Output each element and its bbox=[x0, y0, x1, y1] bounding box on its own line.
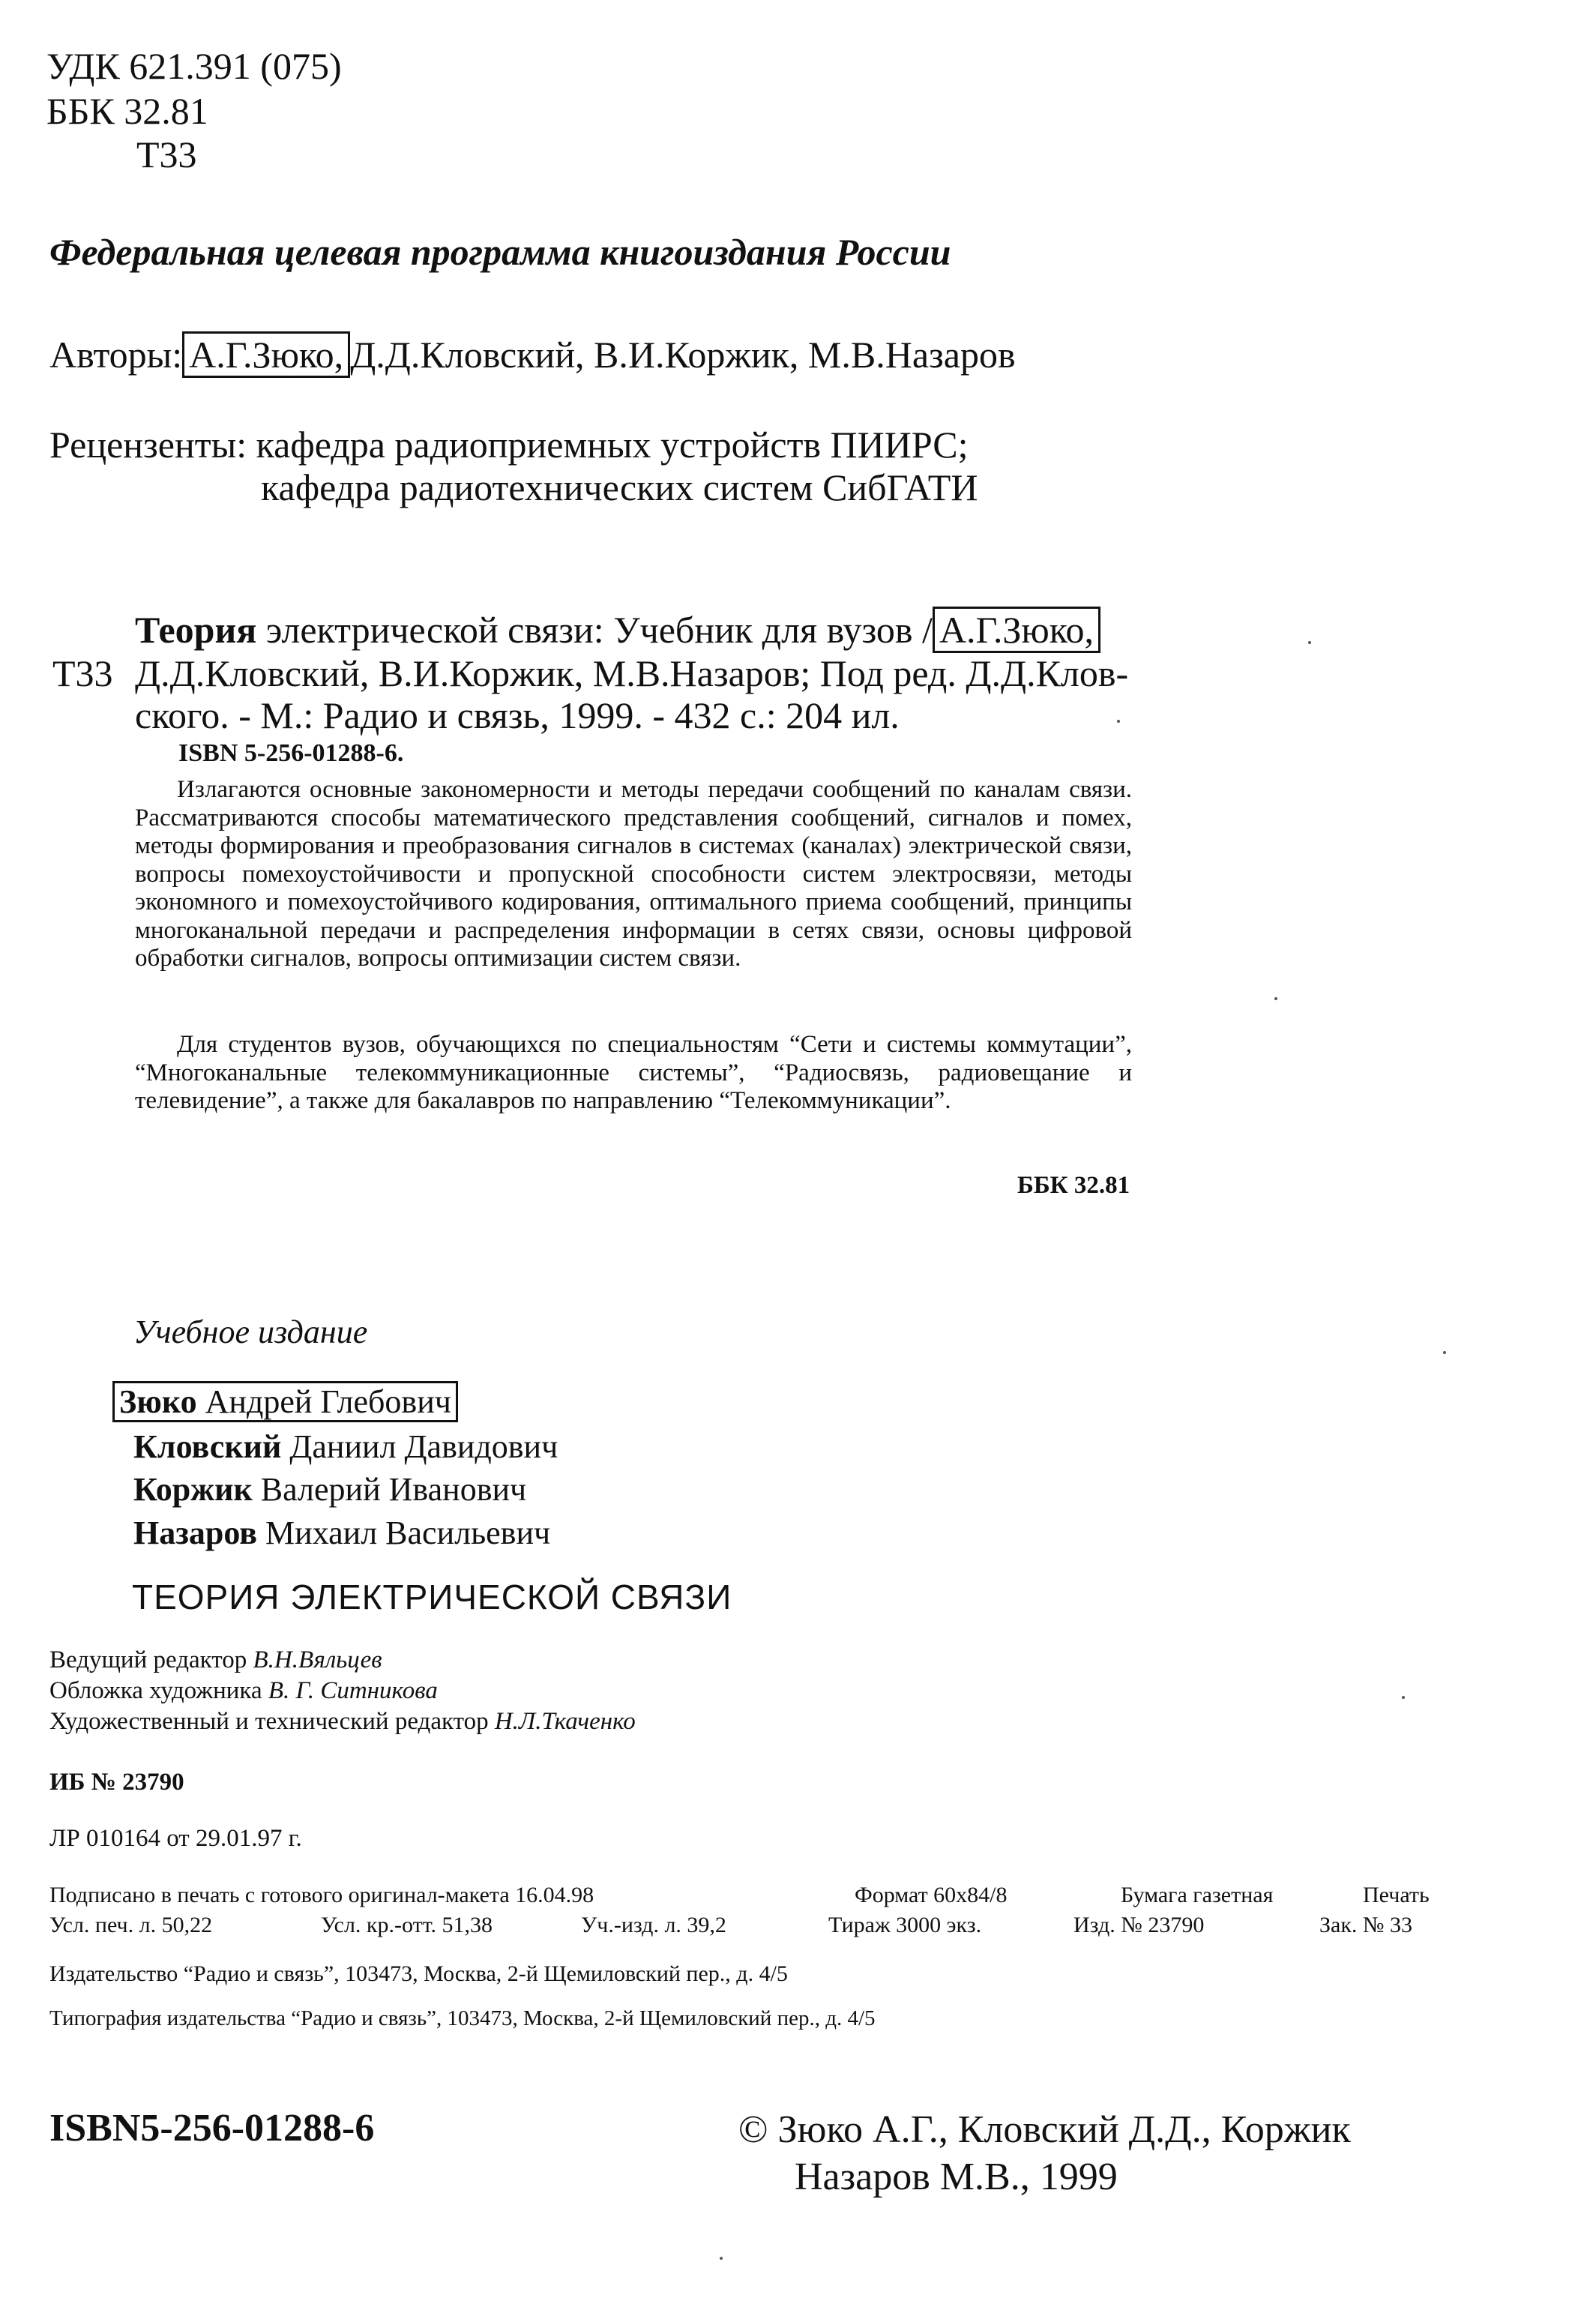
scan-speck bbox=[720, 2257, 723, 2260]
authors-boxed-name: А.Г.Зюко, bbox=[182, 331, 350, 378]
edition-surname-1: Зюко bbox=[119, 1383, 197, 1420]
scan-speck bbox=[1402, 1696, 1405, 1699]
credit-1 bbox=[49, 1646, 382, 1674]
reviewer-1: кафедра радиоприемных устройств ПИИРС; bbox=[256, 424, 969, 466]
authors-rest: Д.Д.Кловский, В.И.Коржик, М.В.Назаров bbox=[350, 334, 1016, 376]
credit-2 bbox=[49, 1676, 438, 1705]
catalog-line1 bbox=[135, 609, 1100, 651]
reviewers-line1 bbox=[49, 424, 969, 466]
edition-name-1 bbox=[112, 1383, 458, 1421]
print-info-2-e: Изд. № 23790 bbox=[1073, 1913, 1205, 1937]
edition-surname-3: Коржик bbox=[133, 1471, 253, 1508]
edition-type: Учебное издание bbox=[133, 1314, 368, 1350]
catalog-line1-rest: электрической связи: Учебник для вузов / bbox=[265, 609, 933, 651]
credit-3-name: Н.Л.Ткаченко bbox=[494, 1708, 636, 1735]
credit-3-role: Художественный и технический редактор bbox=[49, 1708, 489, 1735]
scan-speck bbox=[1443, 1351, 1446, 1354]
printer-address: Типография издательства “Радио и связь”, 103473, Москва, 2-й Щемиловский пер., д. 4/5 bbox=[49, 2006, 876, 2030]
reviewers-label: Рецензенты: bbox=[49, 424, 247, 466]
scan-speck bbox=[1274, 997, 1277, 1000]
edition-given-4: Михаил Васильевич bbox=[265, 1515, 551, 1551]
print-info-1-b: Формат 60х84/8 bbox=[855, 1883, 1008, 1907]
catalog-abstract: Излагаются основные закономерности и методы передачи сообщений по каналам связи. Рассматриваются способы математического представления сообщений, сигналов и помех, методы формирования и преобразования сигналов в системах (каналах) электрической связи, вопросы помехоустойчивости и пропускной способности систем электросвязи, методы экономного и помехоустойчивого кодирования, оптимального приема сообщений, принципы многоканальной передачи и распределения информации в сетях связи, основы цифровой обработки сигналов, вопросы оптимизации систем связи. bbox=[135, 776, 1132, 972]
print-info-2-a: Усл. печ. л. 50,22 bbox=[49, 1913, 213, 1937]
udk-code: УДК 621.391 (075) bbox=[46, 45, 342, 87]
credit-2-name: В. Г. Ситникова bbox=[268, 1677, 438, 1704]
print-info-2-f: Зак. № 33 bbox=[1319, 1913, 1413, 1937]
print-info-2-d: Тираж 3000 экз. bbox=[828, 1913, 982, 1937]
edition-name-2 bbox=[133, 1428, 558, 1466]
reviewer-2: кафедра радиотехнических систем СибГАТИ bbox=[261, 466, 978, 508]
edition-name-1-box bbox=[112, 1381, 458, 1422]
edition-given-3: Валерий Иванович bbox=[260, 1471, 527, 1508]
credit-2-role: Обложка художника bbox=[49, 1677, 262, 1704]
footer-copyright-1: © Зюко А.Г., Кловский Д.Д., Коржик bbox=[738, 2108, 1351, 2151]
book-title: ТЕОРИЯ ЭЛЕКТРИЧЕСКОЙ СВЯЗИ bbox=[132, 1577, 732, 1616]
credit-1-name: В.Н.Вяльцев bbox=[253, 1646, 382, 1673]
catalog-code: Т33 bbox=[52, 652, 113, 694]
scan-speck bbox=[1308, 641, 1311, 644]
edition-name-4 bbox=[133, 1515, 550, 1552]
edition-surname-2: Кловский bbox=[133, 1428, 282, 1465]
credit-1-role: Ведущий редактор bbox=[49, 1646, 247, 1673]
catalog-line3: ского. - М.: Радио и связь, 1999. - 432 с.: 204 ил. bbox=[135, 694, 900, 736]
edition-surname-4: Назаров bbox=[133, 1515, 258, 1551]
publisher-address: Издательство “Радио и связь”, 103473, Москва, 2-й Щемиловский пер., д. 4/5 bbox=[49, 1961, 788, 1986]
edition-given-2: Даниил Давидович bbox=[289, 1428, 558, 1465]
bbk-code: ББК 32.81 bbox=[46, 90, 208, 132]
scan-speck bbox=[1117, 720, 1120, 723]
authors-line bbox=[49, 334, 1016, 376]
footer-copyright-2: Назаров М.В., 1999 bbox=[795, 2156, 1118, 2198]
authors-label: Авторы: bbox=[49, 334, 183, 376]
print-info-1-a: Подписано в печать с готового оригинал-макета 16.04.98 bbox=[49, 1883, 594, 1907]
author-mark: Т33 bbox=[136, 133, 197, 175]
catalog-boxed-name: А.Г.Зюко, bbox=[933, 607, 1100, 653]
catalog-audience: Для студентов вузов, обучающихся по специальностям “Сети и системы коммутации”, “Многоканальные телекоммуникационные системы”, “Радиосвязь, радиовещание и телевидение”, а также для бакалавров по направлению “Телекоммуникации”. bbox=[135, 1031, 1132, 1114]
catalog-line2: Д.Д.Кловский, В.И.Коржик, М.В.Назаров; Под ред. Д.Д.Клов- bbox=[135, 652, 1129, 694]
program-title: Федеральная целевая программа книгоиздания России bbox=[49, 231, 951, 273]
catalog-isbn: ISBN 5-256-01288-6. bbox=[178, 739, 404, 767]
ib-number: ИБ № 23790 bbox=[49, 1769, 184, 1796]
credit-3 bbox=[49, 1707, 636, 1736]
edition-given-1: Андрей Глебович bbox=[205, 1383, 451, 1420]
print-info-1-d: Печать bbox=[1363, 1883, 1430, 1907]
print-info-2-c: Уч.-изд. л. 39,2 bbox=[581, 1913, 726, 1937]
edition-name-3 bbox=[133, 1471, 526, 1509]
catalog-bbk: ББК 32.81 bbox=[1017, 1172, 1130, 1199]
catalog-title-bold: Теория bbox=[135, 609, 257, 651]
print-info-2-b: Усл. кр.-отт. 51,38 bbox=[321, 1913, 493, 1937]
lr-number: ЛР 010164 от 29.01.97 г. bbox=[49, 1825, 302, 1852]
footer-isbn: ISBN5-256-01288-6 bbox=[49, 2107, 375, 2150]
print-info-1-c: Бумага газетная bbox=[1121, 1883, 1274, 1907]
